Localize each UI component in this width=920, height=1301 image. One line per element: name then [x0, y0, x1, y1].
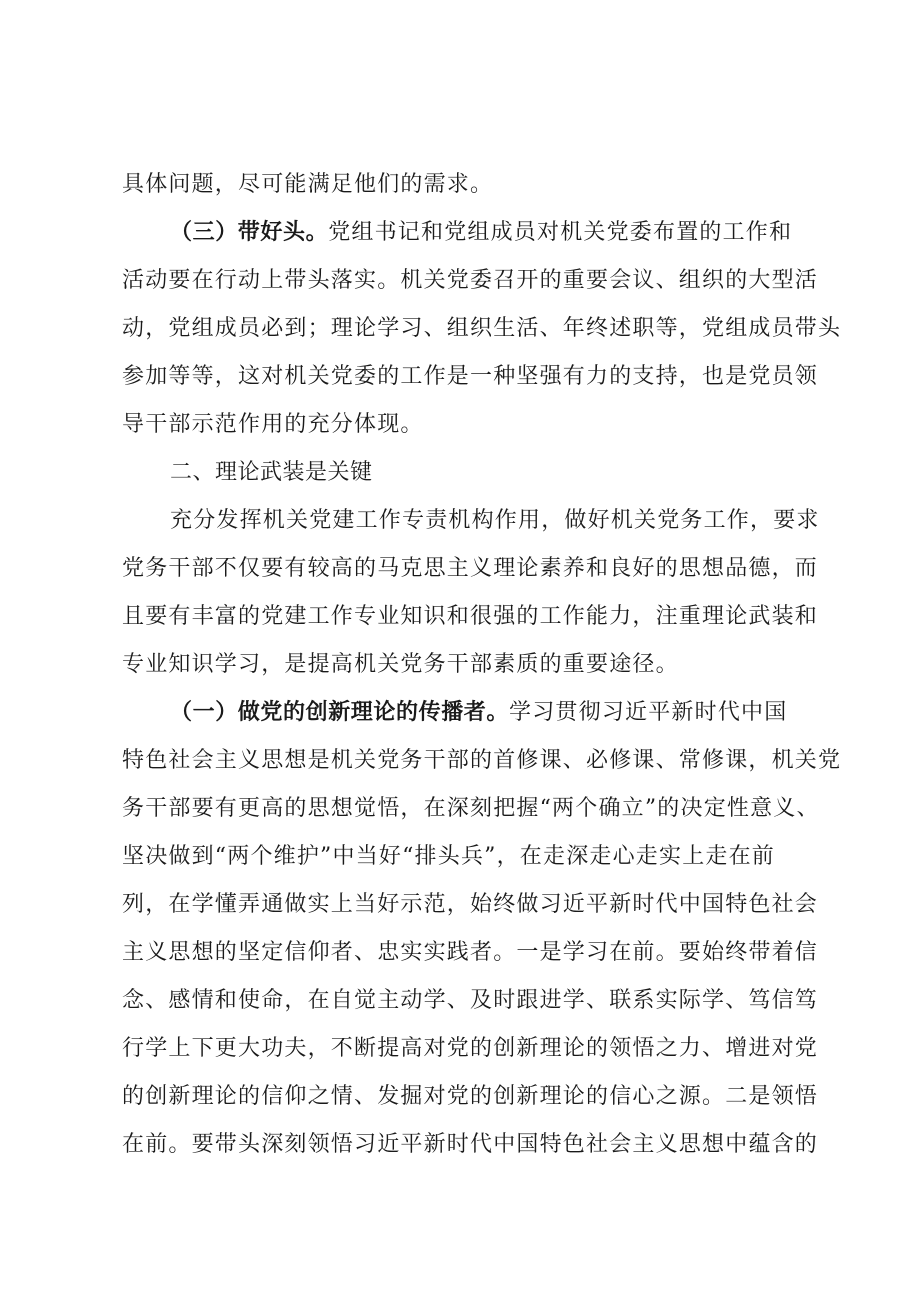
text-run: 学习贯彻习近平新时代中国	[509, 700, 788, 725]
paragraph-line	[0, 1034, 920, 1064]
text-run: 导干部示范作用的充分体现。	[122, 412, 424, 437]
section-heading: 二、理论武装是关键	[170, 460, 373, 485]
text-run: 的创新理论的信仰之情、发掘对党的创新理论的信心之源。二是领悟	[122, 1084, 819, 1109]
paragraph-line	[0, 170, 920, 200]
text-run: 充分发挥机关党建工作专责机构作用，做好机关党务工作，要求	[170, 508, 820, 533]
text-run: 务干部要有更高的思想觉悟，在深刻把握“两个确立”的决定性意义、	[122, 796, 820, 821]
text-run: 具体问题，尽可能满足他们的需求。	[122, 172, 494, 197]
paragraph-line	[0, 602, 920, 632]
paragraph-line	[0, 1130, 920, 1160]
text-run: 党组书记和党组成员对机关党委布置的工作和	[328, 220, 793, 245]
paragraph-line	[0, 218, 920, 248]
paragraph-line	[0, 506, 920, 536]
paragraph-lead: （一）做党的创新理论的传播者。	[170, 700, 510, 725]
text-run: 且要有丰富的党建工作专业知识和很强的工作能力，注重理论武装和	[122, 604, 819, 629]
paragraph-lead: （三）带好头。	[170, 220, 329, 245]
paragraph-line	[0, 890, 920, 920]
paragraph-line	[0, 410, 920, 440]
paragraph-line	[0, 746, 920, 776]
paragraph-line	[0, 794, 920, 824]
text-run: 活动要在行动上带头落实。机关党委召开的重要会议、组织的大型活	[122, 268, 819, 293]
text-run: 动，党组成员必到；理论学习、组织生活、年终述职等，党组成员带头	[122, 316, 842, 341]
paragraph-line	[0, 986, 920, 1016]
text-run: 坚决做到“两个维护”中当好“排头兵”，在走深走心走实上走在前	[122, 844, 775, 869]
text-run: 参加等等，这对机关党委的工作是一种坚强有力的支持，也是党员领	[122, 364, 819, 389]
text-run: 行学上下更大功夫，不断提高对党的创新理论的领悟之力、增进对党	[122, 1036, 819, 1061]
text-run: 在前。要带头深刻领悟习近平新时代中国特色社会主义思想中蕴含的	[122, 1132, 819, 1157]
paragraph-line	[0, 266, 920, 296]
paragraph-line	[0, 842, 920, 872]
paragraph-line	[0, 554, 920, 584]
paragraph-line	[0, 1082, 920, 1112]
text-run: 专业知识学习，是提高机关党务干部素质的重要途径。	[122, 652, 679, 677]
paragraph-line	[0, 938, 920, 968]
text-run: 列，在学懂弄通做实上当好示范，始终做习近平新时代中国特色社会	[122, 892, 819, 917]
paragraph-line	[0, 698, 920, 728]
paragraph-line	[0, 314, 920, 344]
text-run: 主义思想的坚定信仰者、忠实实践者。一是学习在前。要始终带着信	[122, 940, 819, 965]
paragraph-line	[0, 362, 920, 392]
text-run: 特色社会主义思想是机关党务干部的首修课、必修课、常修课，机关党	[122, 748, 842, 773]
text-run: 党务干部不仅要有较高的马克思主义理论素养和良好的思想品德，而	[122, 556, 819, 581]
text-run: 念、感情和使命，在自觉主动学、及时跟进学、联系实际学、笃信笃	[122, 988, 819, 1013]
paragraph-line	[0, 650, 920, 680]
